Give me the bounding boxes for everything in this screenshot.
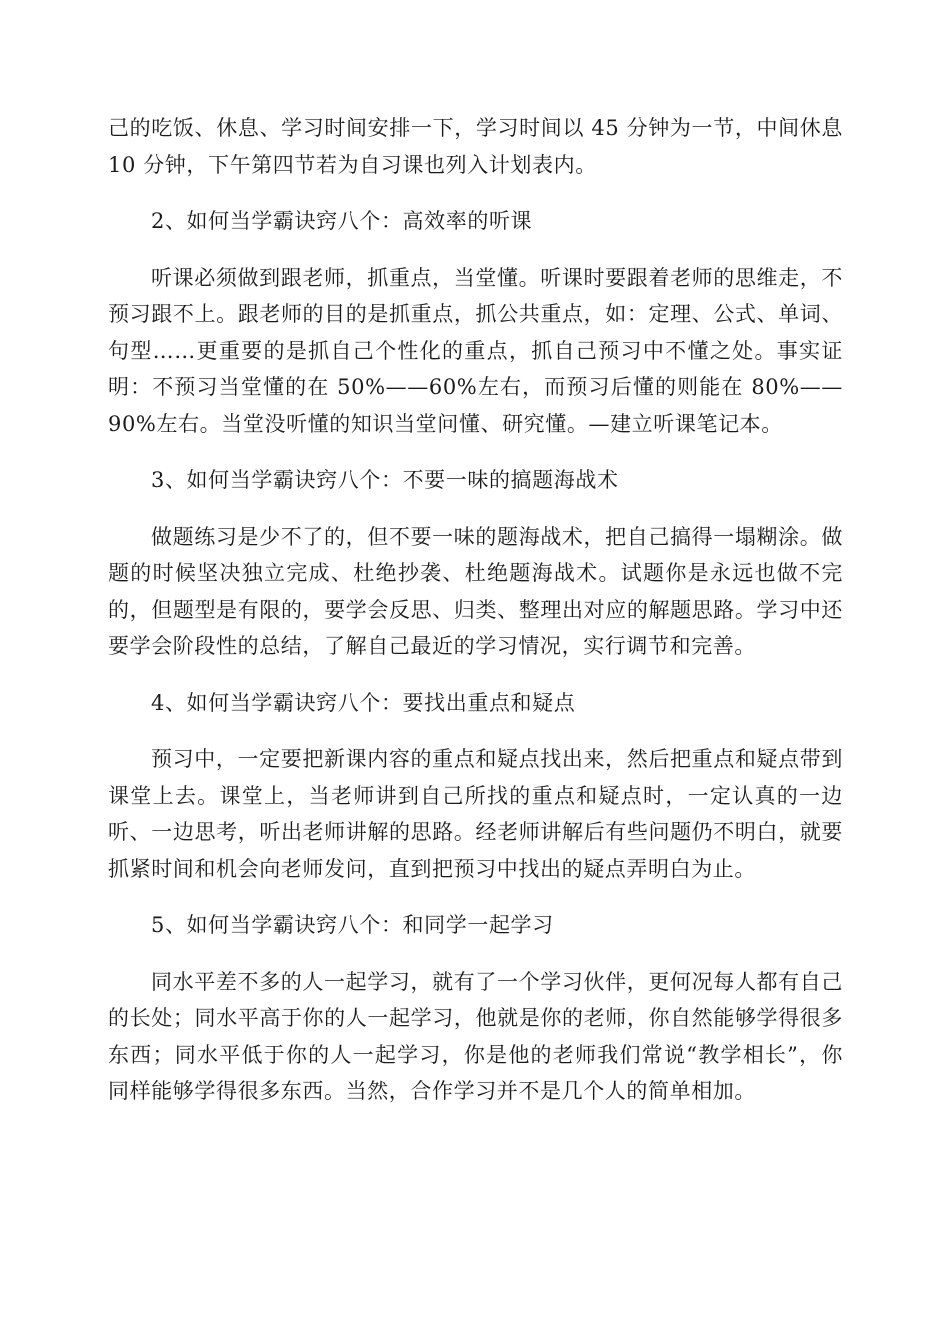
paragraph-practice: 做题练习是少不了的，但不要一味的题海战术，把自己搞得一塌糊涂。做题的时候坚决独立完成、杜绝抄袭、杜绝题海战术。试题你是永远也做不完的，但题型是有限的，要学会反思、归类、整理出对应的解题思路。学习中还要学会阶段性的总结，了解自己最近的学习情况，实行调节和完善。 bbox=[108, 524, 843, 658]
paragraph-key-points: 预习中，一定要把新课内容的重点和疑点找出来，然后把重点和疑点带到课堂上去。课堂上，当老师讲到自己所找的重点和疑点时，一定认真的一边听、一边思考，听出老师讲解的思路。经老师讲解后有些问题仍不明白，就要抓紧时间和机会向老师发问，直到把预习中找出的疑点弄明白为止。 bbox=[108, 747, 843, 881]
section-heading-3: 3、如何当学霸诀窍八个：不要一味的搞题海战术 bbox=[151, 468, 619, 492]
section-heading-4: 4、如何当学霸诀窍八个：要找出重点和疑点 bbox=[151, 690, 576, 715]
paragraph-listening: 听课必须做到跟老师，抓重点，当堂懂。听课时要跟着老师的思维走，不预习跟不上。跟老师的目的是抓重点，抓公共重点，如：定理、公式、单词、句型……更重要的是抓自己个性化的重点，抓自己预习中不懂之处。事实证明：不预习当堂懂的在 50%——60%左右，而预习后懂的则能在 80%——90%左右。当堂没听懂的知识当堂问懂、研究懂。—建立听课笔记本。 bbox=[108, 265, 843, 436]
section-heading-5: 5、如何当学霸诀窍八个：和同学一起学习 bbox=[151, 913, 554, 937]
document-page bbox=[108, 110, 843, 1110]
section-heading-2: 2、如何当学霸诀窍八个：高效率的听课 bbox=[151, 209, 533, 233]
paragraph-continuation: 己的吃饭、休息、学习时间安排一下，学习时间以 45 分钟为一节，中间休息 10 分钟，下午第四节若为自习课也列入计划表内。 bbox=[108, 116, 843, 177]
paragraph-study-together: 同水平差不多的人一起学习，就有了一个学习伙伴，更何况每人都有自己的长处；同水平高于你的人一起学习，他就是你的老师，你自然能够学得很多东西；同水平低于你的人一起学习，你是他的老师我们常说“教学相长”，你同样能够学得很多东西。当然，合作学习并不是几个人的简单相加。 bbox=[108, 969, 843, 1103]
